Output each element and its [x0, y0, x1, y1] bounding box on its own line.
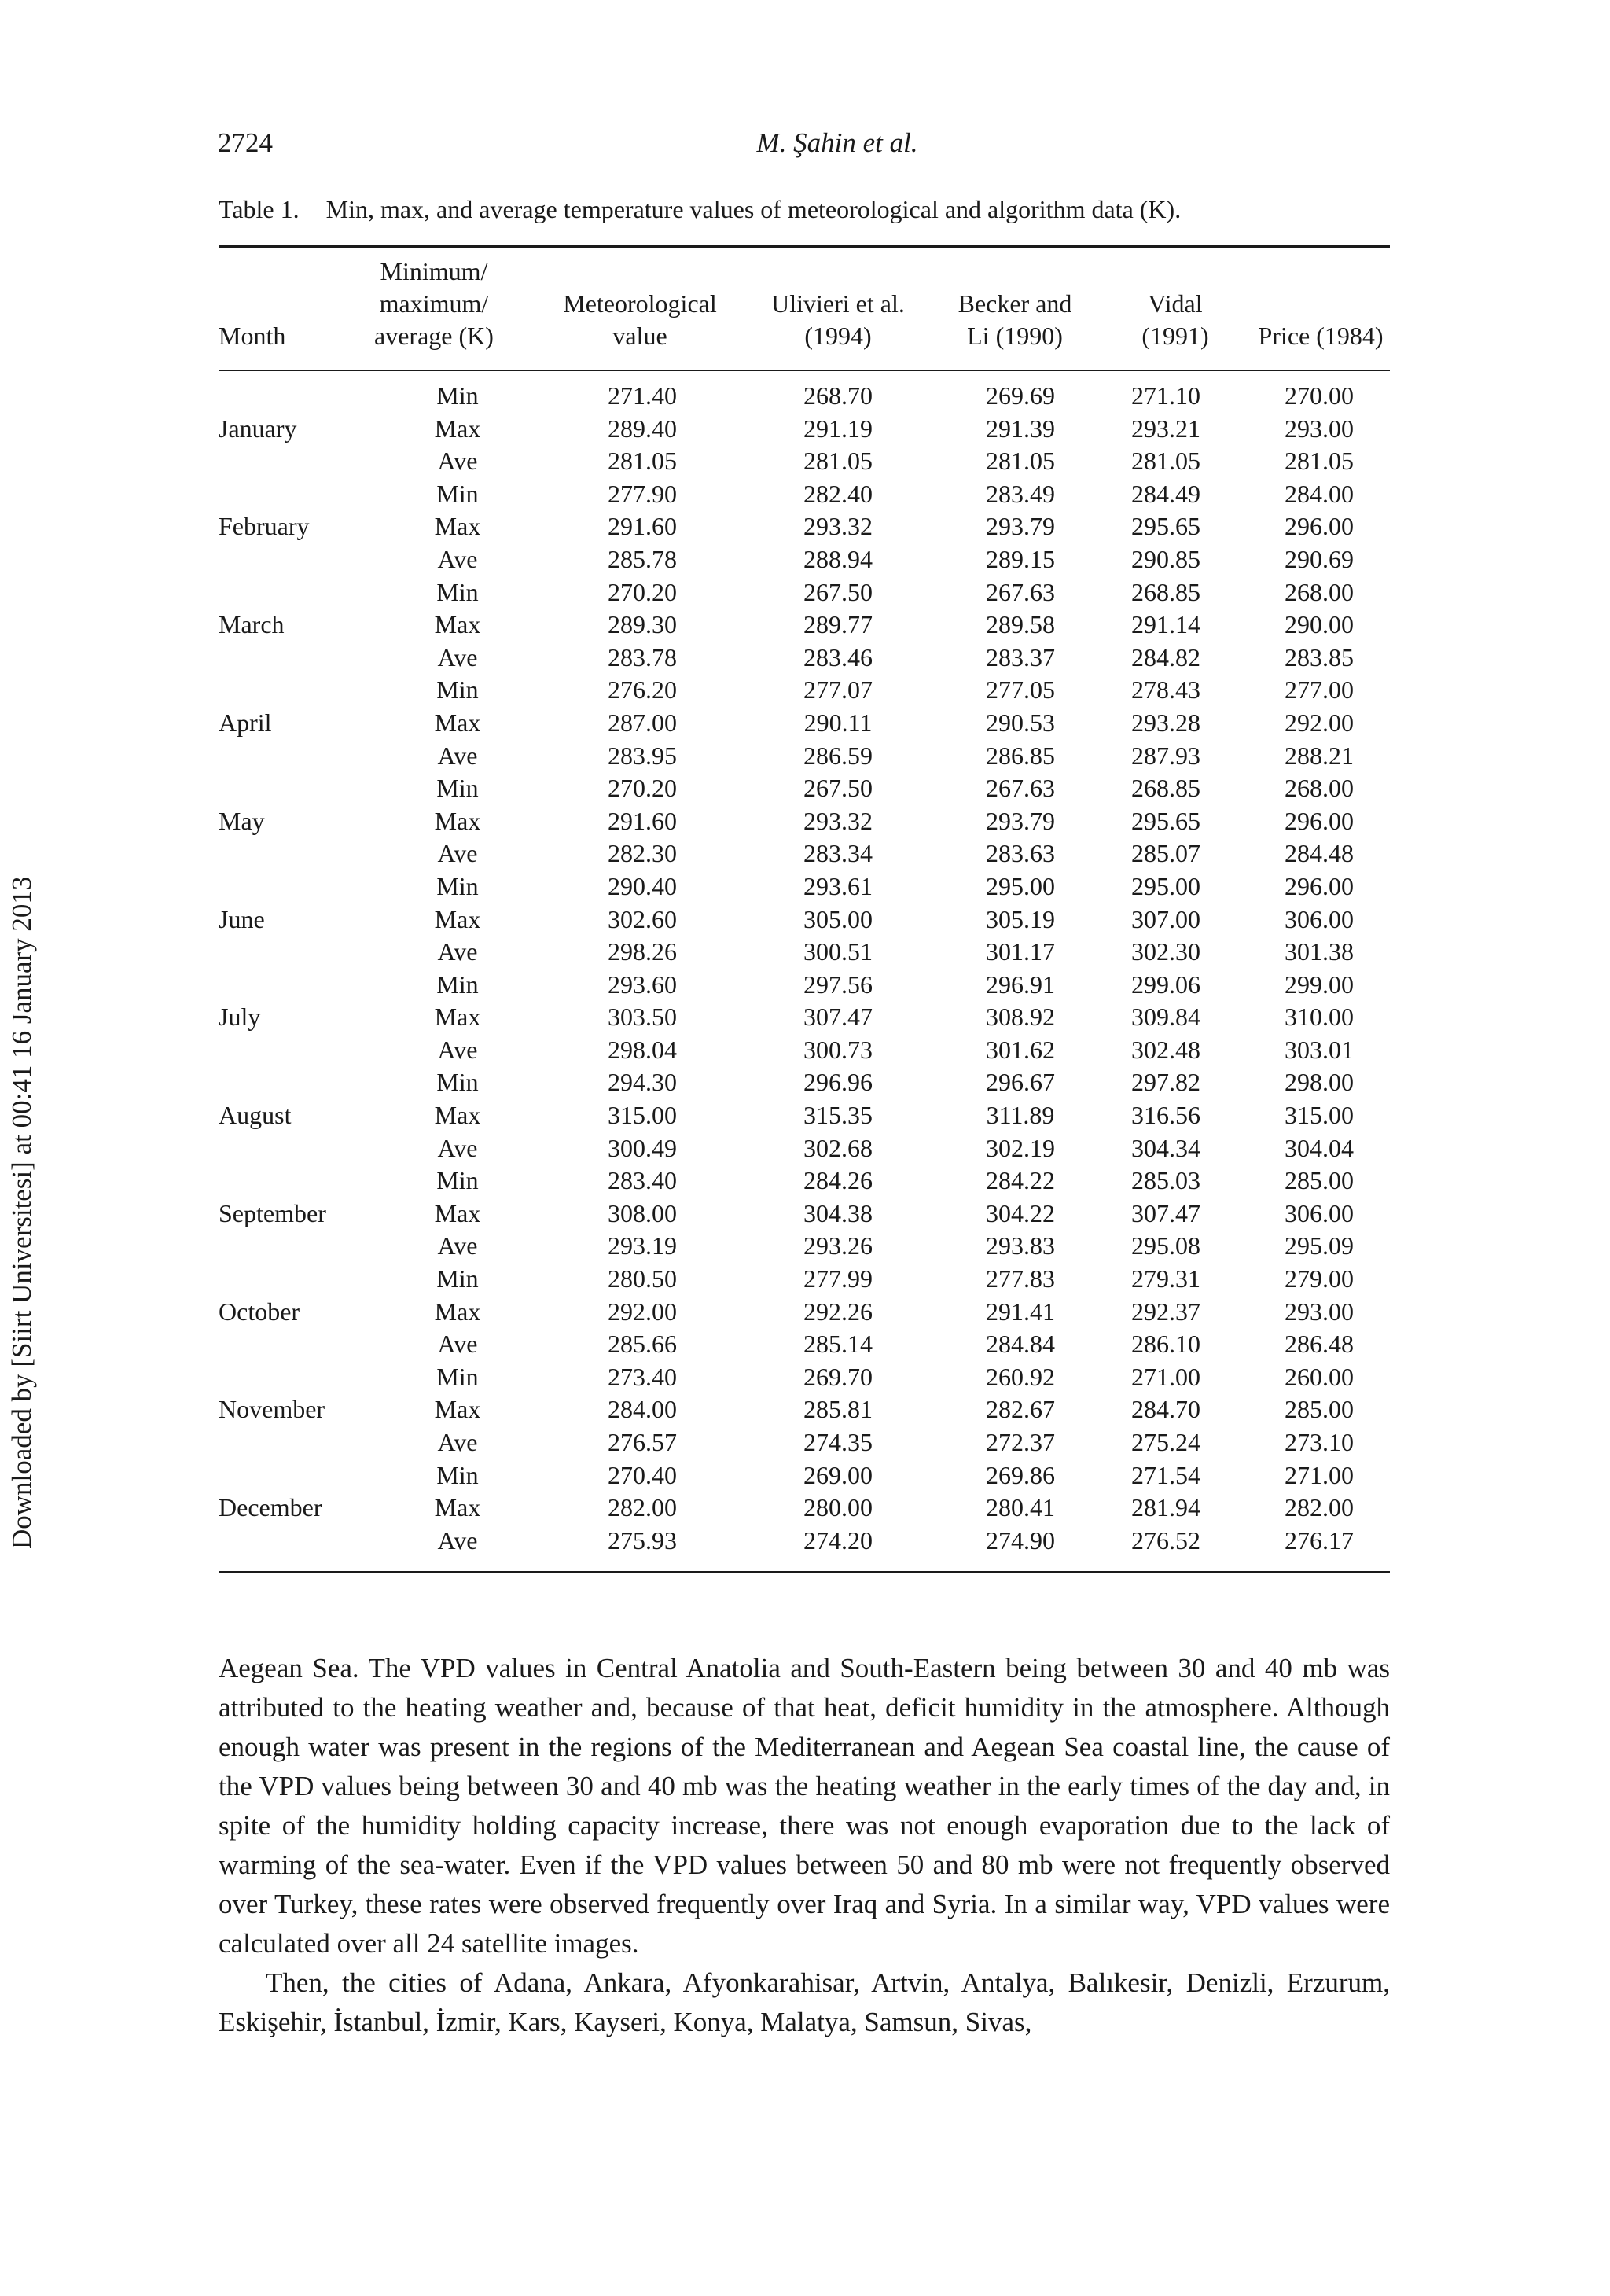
month-label: May: [219, 806, 265, 835]
table-caption: [219, 195, 1181, 224]
running-head: M. Şahin et al.: [756, 127, 918, 158]
page-number: 2724: [218, 127, 273, 158]
meteorological-value: 285.66: [608, 1330, 677, 1359]
table-header-rule: [219, 370, 1390, 371]
download-watermark-text: Downloaded by [Siirt Universitesi] at 00:41 16 January 2013: [6, 876, 37, 1549]
price-value: 268.00: [1285, 577, 1354, 606]
stat-label: Ave: [437, 839, 478, 868]
stat-label: Min: [436, 479, 479, 508]
meteorological-value: 283.78: [608, 642, 677, 672]
table-row: [219, 1132, 1390, 1165]
month-label: November: [219, 1395, 325, 1424]
becker-value: 282.67: [986, 1395, 1055, 1424]
ulivieri-value: 277.07: [803, 675, 873, 705]
meteorological-value: 276.57: [608, 1428, 677, 1456]
meteorological-value: 291.60: [608, 806, 677, 835]
table-row: [219, 1492, 1390, 1525]
stat-label: Max: [434, 610, 481, 639]
becker-value: 291.39: [986, 414, 1055, 443]
meteorological-value: 284.00: [608, 1395, 677, 1424]
ulivieri-value: 267.50: [803, 577, 873, 606]
vidal-value: 299.06: [1131, 970, 1200, 999]
becker-value: 283.63: [986, 839, 1055, 868]
table-row: [219, 1099, 1390, 1132]
header-meteorological: Meteorological value: [563, 289, 717, 350]
table-bottom-rule: [219, 1571, 1390, 1573]
price-value: 303.01: [1285, 1035, 1354, 1064]
vidal-value: 271.10: [1131, 381, 1200, 410]
vidal-value: 302.48: [1131, 1035, 1200, 1064]
vidal-value: 295.65: [1131, 806, 1200, 835]
meteorological-value: 282.30: [608, 839, 677, 868]
stat-label: Min: [436, 1068, 479, 1097]
body-text: [219, 1649, 1390, 2042]
table-row: [219, 1426, 1390, 1459]
price-value: 293.00: [1285, 414, 1354, 443]
stat-label: Max: [434, 904, 481, 933]
ulivieri-value: 274.35: [803, 1428, 873, 1456]
vidal-value: 293.21: [1131, 414, 1200, 443]
ulivieri-value: 284.26: [803, 1166, 873, 1195]
ulivieri-value: 286.59: [803, 741, 873, 770]
meteorological-value: 270.40: [608, 1460, 677, 1489]
becker-value: 284.22: [986, 1166, 1055, 1195]
vidal-value: 278.43: [1131, 675, 1200, 705]
price-value: 284.00: [1285, 479, 1354, 508]
price-value: 290.00: [1285, 610, 1354, 639]
ulivieri-value: 315.35: [803, 1101, 873, 1130]
meteorological-value: 308.00: [608, 1198, 677, 1227]
table-row: [219, 478, 1390, 511]
becker-value: 291.41: [986, 1297, 1055, 1326]
stat-label: Ave: [437, 1428, 478, 1456]
meteorological-value: 270.20: [608, 577, 677, 606]
ulivieri-value: 304.38: [803, 1198, 873, 1227]
ulivieri-value: 269.00: [803, 1460, 873, 1489]
ulivieri-value: 302.68: [803, 1133, 873, 1162]
month-label: January: [219, 414, 297, 443]
price-value: 290.69: [1285, 544, 1354, 573]
meteorological-value: 273.40: [608, 1362, 677, 1391]
ulivieri-value: 268.70: [803, 381, 873, 410]
becker-value: 269.69: [986, 381, 1055, 410]
becker-value: 281.05: [986, 447, 1055, 476]
price-value: 310.00: [1285, 1003, 1354, 1032]
header-price: Price (1984): [1258, 322, 1384, 350]
price-value: 273.10: [1285, 1428, 1354, 1456]
month-label: February: [219, 512, 310, 541]
stat-label: Max: [434, 1101, 481, 1130]
ulivieri-value: 280.00: [803, 1493, 873, 1522]
meteorological-value: 283.95: [608, 741, 677, 770]
vidal-value: 285.03: [1131, 1166, 1200, 1195]
ulivieri-value: 293.32: [803, 806, 873, 835]
meteorological-value: 303.50: [608, 1003, 677, 1032]
stat-label: Min: [436, 774, 479, 803]
becker-value: 293.79: [986, 512, 1055, 541]
becker-value: 295.00: [986, 871, 1055, 900]
stat-label: Max: [434, 806, 481, 835]
vidal-value: 285.07: [1131, 839, 1200, 868]
meteorological-value: 285.78: [608, 544, 677, 573]
stat-label: Min: [436, 1166, 479, 1195]
paragraph: Aegean Sea. The VPD values in Central Anatolia and South-Eastern being between 30 and 40 mb was attributed to the heating weather and, because of that heat, deficit humidity in the atmosphere. Although enough water was present in the regions of the Mediterranean and Aegean Sea coastal line, the cause of the VPD values being between 30 and 40 mb was the heating weather in the early times of the day and, in spite of the humidity holding capacity increase, there was not enough evaporation due to the lack of warming of the sea-water. Even if the VPD values between 50 and 80 mb were not frequently observed over Turkey, these rates were observed frequently over Iraq and Syria. In a similar way, VPD values were calculated over all 24 satellite images.: [219, 1653, 1390, 1959]
ulivieri-value: 283.34: [803, 839, 873, 868]
ulivieri-value: 285.81: [803, 1395, 873, 1424]
ulivieri-value: 282.40: [803, 479, 873, 508]
meteorological-value: 276.20: [608, 675, 677, 705]
becker-value: 286.85: [986, 741, 1055, 770]
becker-value: 293.79: [986, 806, 1055, 835]
vidal-value: 268.85: [1131, 774, 1200, 803]
table-row: [219, 674, 1390, 707]
download-watermark: [6, 0, 46, 2296]
table-row: [219, 740, 1390, 773]
ulivieri-value: 277.99: [803, 1264, 873, 1293]
vidal-value: 295.08: [1131, 1231, 1200, 1260]
stat-label: Max: [434, 708, 481, 737]
vidal-value: 295.00: [1131, 871, 1200, 900]
stat-label: Min: [436, 1460, 479, 1489]
vidal-value: 284.49: [1131, 479, 1200, 508]
vidal-value: 271.00: [1131, 1362, 1200, 1391]
ulivieri-value: 293.32: [803, 512, 873, 541]
vidal-value: 309.84: [1131, 1003, 1200, 1032]
becker-value: 269.86: [986, 1460, 1055, 1489]
meteorological-value: 281.05: [608, 447, 677, 476]
price-value: 299.00: [1285, 970, 1354, 999]
table-row: [219, 1328, 1390, 1361]
vidal-value: 295.65: [1131, 512, 1200, 541]
meteorological-value: 298.04: [608, 1035, 677, 1064]
ulivieri-value: 283.46: [803, 642, 873, 672]
becker-value: 293.83: [986, 1231, 1055, 1260]
ulivieri-value: 291.19: [803, 414, 873, 443]
stat-label: Min: [436, 381, 479, 410]
table-row: [219, 510, 1390, 543]
table-row: [219, 707, 1390, 740]
price-value: 296.00: [1285, 512, 1354, 541]
table-row: [219, 543, 1390, 576]
ulivieri-value: 297.56: [803, 970, 873, 999]
table-label: Table 1.: [219, 195, 300, 223]
table-row: [219, 1525, 1390, 1558]
price-value: 295.09: [1285, 1231, 1354, 1260]
price-value: 277.00: [1285, 675, 1354, 705]
becker-value: 311.89: [986, 1101, 1055, 1130]
stat-label: Ave: [437, 544, 478, 573]
vidal-value: 268.85: [1131, 577, 1200, 606]
becker-value: 267.63: [986, 577, 1055, 606]
becker-value: 301.17: [986, 937, 1055, 966]
meteorological-value: 280.50: [608, 1264, 677, 1293]
becker-value: 283.37: [986, 642, 1055, 672]
table-row: [219, 1066, 1390, 1099]
table-row: [219, 1034, 1390, 1067]
vidal-value: 297.82: [1131, 1068, 1200, 1097]
table-row: [219, 576, 1390, 609]
meteorological-value: 289.30: [608, 610, 677, 639]
month-label: December: [219, 1493, 322, 1522]
vidal-value: 275.24: [1131, 1428, 1200, 1456]
meteorological-value: 302.60: [608, 904, 677, 933]
meteorological-value: 291.60: [608, 512, 677, 541]
vidal-value: 302.30: [1131, 937, 1200, 966]
vidal-value: 307.47: [1131, 1198, 1200, 1227]
price-value: 301.38: [1285, 937, 1354, 966]
stat-label: Min: [436, 1362, 479, 1391]
stat-label: Ave: [437, 741, 478, 770]
table-row: [219, 903, 1390, 936]
price-value: 270.00: [1285, 381, 1354, 410]
vidal-value: 292.37: [1131, 1297, 1200, 1326]
becker-value: 302.19: [986, 1133, 1055, 1162]
month-label: October: [219, 1297, 300, 1326]
vidal-value: 286.10: [1131, 1330, 1200, 1359]
table-body: [219, 380, 1390, 1557]
ulivieri-value: 307.47: [803, 1003, 873, 1032]
price-value: 283.85: [1285, 642, 1354, 672]
stat-label: Min: [436, 871, 479, 900]
paragraph: Then, the cities of Adana, Ankara, Afyonkarahisar, Artvin, Antalya, Balıkesir, Denizli, Erzurum, Eskişehir, İstanbul, İzmir, Kars, Kayseri, Konya, Malatya, Samsun, Sivas,: [219, 1967, 1390, 2037]
vidal-value: 281.94: [1131, 1493, 1200, 1522]
table-row: [219, 805, 1390, 838]
table-row: [219, 1263, 1390, 1296]
table-row: [219, 1165, 1390, 1198]
stat-label: Max: [434, 1395, 481, 1424]
meteorological-value: 275.93: [608, 1525, 677, 1555]
table-row: [219, 642, 1390, 675]
stat-label: Max: [434, 414, 481, 443]
header-month: Month: [219, 322, 286, 350]
ulivieri-value: 305.00: [803, 904, 873, 933]
becker-value: 280.41: [986, 1493, 1055, 1522]
becker-value: 272.37: [986, 1428, 1055, 1456]
price-value: 286.48: [1285, 1330, 1354, 1359]
table-row: [219, 380, 1390, 413]
ulivieri-value: 267.50: [803, 774, 873, 803]
table-row: [219, 936, 1390, 969]
stat-label: Ave: [437, 447, 478, 476]
becker-value: 301.62: [986, 1035, 1055, 1064]
meteorological-value: 289.40: [608, 414, 677, 443]
ulivieri-value: 290.11: [803, 708, 873, 737]
ulivieri-value: 293.26: [803, 1231, 873, 1260]
ulivieri-value: 269.70: [803, 1362, 873, 1391]
meteorological-value: 282.00: [608, 1493, 677, 1522]
vidal-value: 284.70: [1131, 1395, 1200, 1424]
ulivieri-value: 274.20: [803, 1525, 873, 1555]
meteorological-value: 292.00: [608, 1297, 677, 1326]
price-value: 260.00: [1285, 1362, 1354, 1391]
vidal-value: 293.28: [1131, 708, 1200, 737]
price-value: 281.05: [1285, 447, 1354, 476]
month-label: April: [219, 708, 272, 737]
meteorological-value: 270.20: [608, 774, 677, 803]
becker-value: 277.05: [986, 675, 1055, 705]
becker-value: 305.19: [986, 904, 1055, 933]
table-row: [219, 609, 1390, 642]
becker-value: 290.53: [986, 708, 1055, 737]
price-value: 268.00: [1285, 774, 1354, 803]
table-caption-text: Min, max, and average temperature values of meteorological and algorithm data (K).: [325, 195, 1182, 223]
stat-label: Ave: [437, 1035, 478, 1064]
ulivieri-value: 293.61: [803, 871, 873, 900]
stat-label: Max: [434, 512, 481, 541]
price-value: 285.00: [1285, 1166, 1354, 1195]
meteorological-value: 315.00: [608, 1101, 677, 1130]
stat-label: Ave: [437, 1525, 478, 1555]
vidal-value: 279.31: [1131, 1264, 1200, 1293]
stat-label: Min: [436, 1264, 479, 1293]
table-row: [219, 1459, 1390, 1492]
price-value: 296.00: [1285, 806, 1354, 835]
stat-label: Max: [434, 1198, 481, 1227]
stat-label: Ave: [437, 1133, 478, 1162]
stat-label: Ave: [437, 642, 478, 672]
becker-value: 260.92: [986, 1362, 1055, 1391]
becker-value: 267.63: [986, 774, 1055, 803]
price-value: 292.00: [1285, 708, 1354, 737]
month-label: March: [219, 610, 285, 639]
price-value: 284.48: [1285, 839, 1354, 868]
price-value: 285.00: [1285, 1395, 1354, 1424]
vidal-value: 291.14: [1131, 610, 1200, 639]
price-value: 306.00: [1285, 1198, 1354, 1227]
ulivieri-value: 296.96: [803, 1068, 873, 1097]
price-value: 288.21: [1285, 741, 1354, 770]
stat-label: Max: [434, 1297, 481, 1326]
vidal-value: 271.54: [1131, 1460, 1200, 1489]
price-value: 304.04: [1285, 1133, 1354, 1162]
table-row: [219, 413, 1390, 446]
becker-value: 289.58: [986, 610, 1055, 639]
table-row: [219, 969, 1390, 1002]
table-row: [219, 1230, 1390, 1263]
becker-value: 296.67: [986, 1068, 1055, 1097]
becker-value: 274.90: [986, 1525, 1055, 1555]
meteorological-value: 277.90: [608, 479, 677, 508]
becker-value: 289.15: [986, 544, 1055, 573]
vidal-value: 304.34: [1131, 1133, 1200, 1162]
table-row: [219, 445, 1390, 478]
meteorological-value: 283.40: [608, 1166, 677, 1195]
header-vidal: Vidal (1991): [1141, 289, 1209, 350]
ulivieri-value: 292.26: [803, 1297, 873, 1326]
stat-label: Min: [436, 577, 479, 606]
vidal-value: 284.82: [1131, 642, 1200, 672]
ulivieri-value: 300.73: [803, 1035, 873, 1064]
meteorological-value: 293.60: [608, 970, 677, 999]
meteorological-value: 271.40: [608, 381, 677, 410]
stat-label: Ave: [437, 937, 478, 966]
price-value: 282.00: [1285, 1493, 1354, 1522]
meteorological-value: 290.40: [608, 871, 677, 900]
meteorological-value: 293.19: [608, 1231, 677, 1260]
header-becker: Becker and Li (1990): [958, 289, 1072, 350]
price-value: 296.00: [1285, 871, 1354, 900]
price-value: 306.00: [1285, 904, 1354, 933]
price-value: 298.00: [1285, 1068, 1354, 1097]
table-row: [219, 837, 1390, 870]
stat-label: Max: [434, 1003, 481, 1032]
ulivieri-value: 289.77: [803, 610, 873, 639]
vidal-value: 287.93: [1131, 741, 1200, 770]
stat-label: Ave: [437, 1330, 478, 1359]
ulivieri-value: 281.05: [803, 447, 873, 476]
table-row: [219, 772, 1390, 805]
month-label: August: [219, 1101, 292, 1130]
becker-value: 284.84: [986, 1330, 1055, 1359]
stat-label: Ave: [437, 1231, 478, 1260]
table-row: [219, 1296, 1390, 1329]
month-label: June: [219, 904, 265, 933]
vidal-value: 276.52: [1131, 1525, 1200, 1555]
meteorological-value: 300.49: [608, 1133, 677, 1162]
meteorological-value: 287.00: [608, 708, 677, 737]
table-row: [219, 1393, 1390, 1426]
month-label: July: [219, 1003, 261, 1032]
ulivieri-value: 285.14: [803, 1330, 873, 1359]
meteorological-value: 298.26: [608, 937, 677, 966]
header-ulivieri: Ulivieri et al. (1994): [771, 289, 905, 350]
becker-value: 296.91: [986, 970, 1055, 999]
price-value: 315.00: [1285, 1101, 1354, 1130]
vidal-value: 281.05: [1131, 447, 1200, 476]
table-row: [219, 870, 1390, 903]
table-top-rule: [219, 245, 1390, 248]
becker-value: 308.92: [986, 1003, 1055, 1032]
table-row: [219, 1198, 1390, 1231]
stat-label: Max: [434, 1493, 481, 1522]
header-stat: Minimum/ maximum/ average (K): [374, 257, 494, 350]
vidal-value: 290.85: [1131, 544, 1200, 573]
table-row: [219, 1361, 1390, 1394]
price-value: 293.00: [1285, 1297, 1354, 1326]
becker-value: 304.22: [986, 1198, 1055, 1227]
table-row: [219, 1001, 1390, 1034]
vidal-value: 316.56: [1131, 1101, 1200, 1130]
meteorological-value: 294.30: [608, 1068, 677, 1097]
month-label: September: [219, 1198, 326, 1227]
stat-label: Min: [436, 970, 479, 999]
price-value: 271.00: [1285, 1460, 1354, 1489]
vidal-value: 307.00: [1131, 904, 1200, 933]
stat-label: Min: [436, 675, 479, 705]
price-value: 279.00: [1285, 1264, 1354, 1293]
ulivieri-value: 288.94: [803, 544, 873, 573]
becker-value: 283.49: [986, 479, 1055, 508]
price-value: 276.17: [1285, 1525, 1354, 1555]
ulivieri-value: 300.51: [803, 937, 873, 966]
becker-value: 277.83: [986, 1264, 1055, 1293]
